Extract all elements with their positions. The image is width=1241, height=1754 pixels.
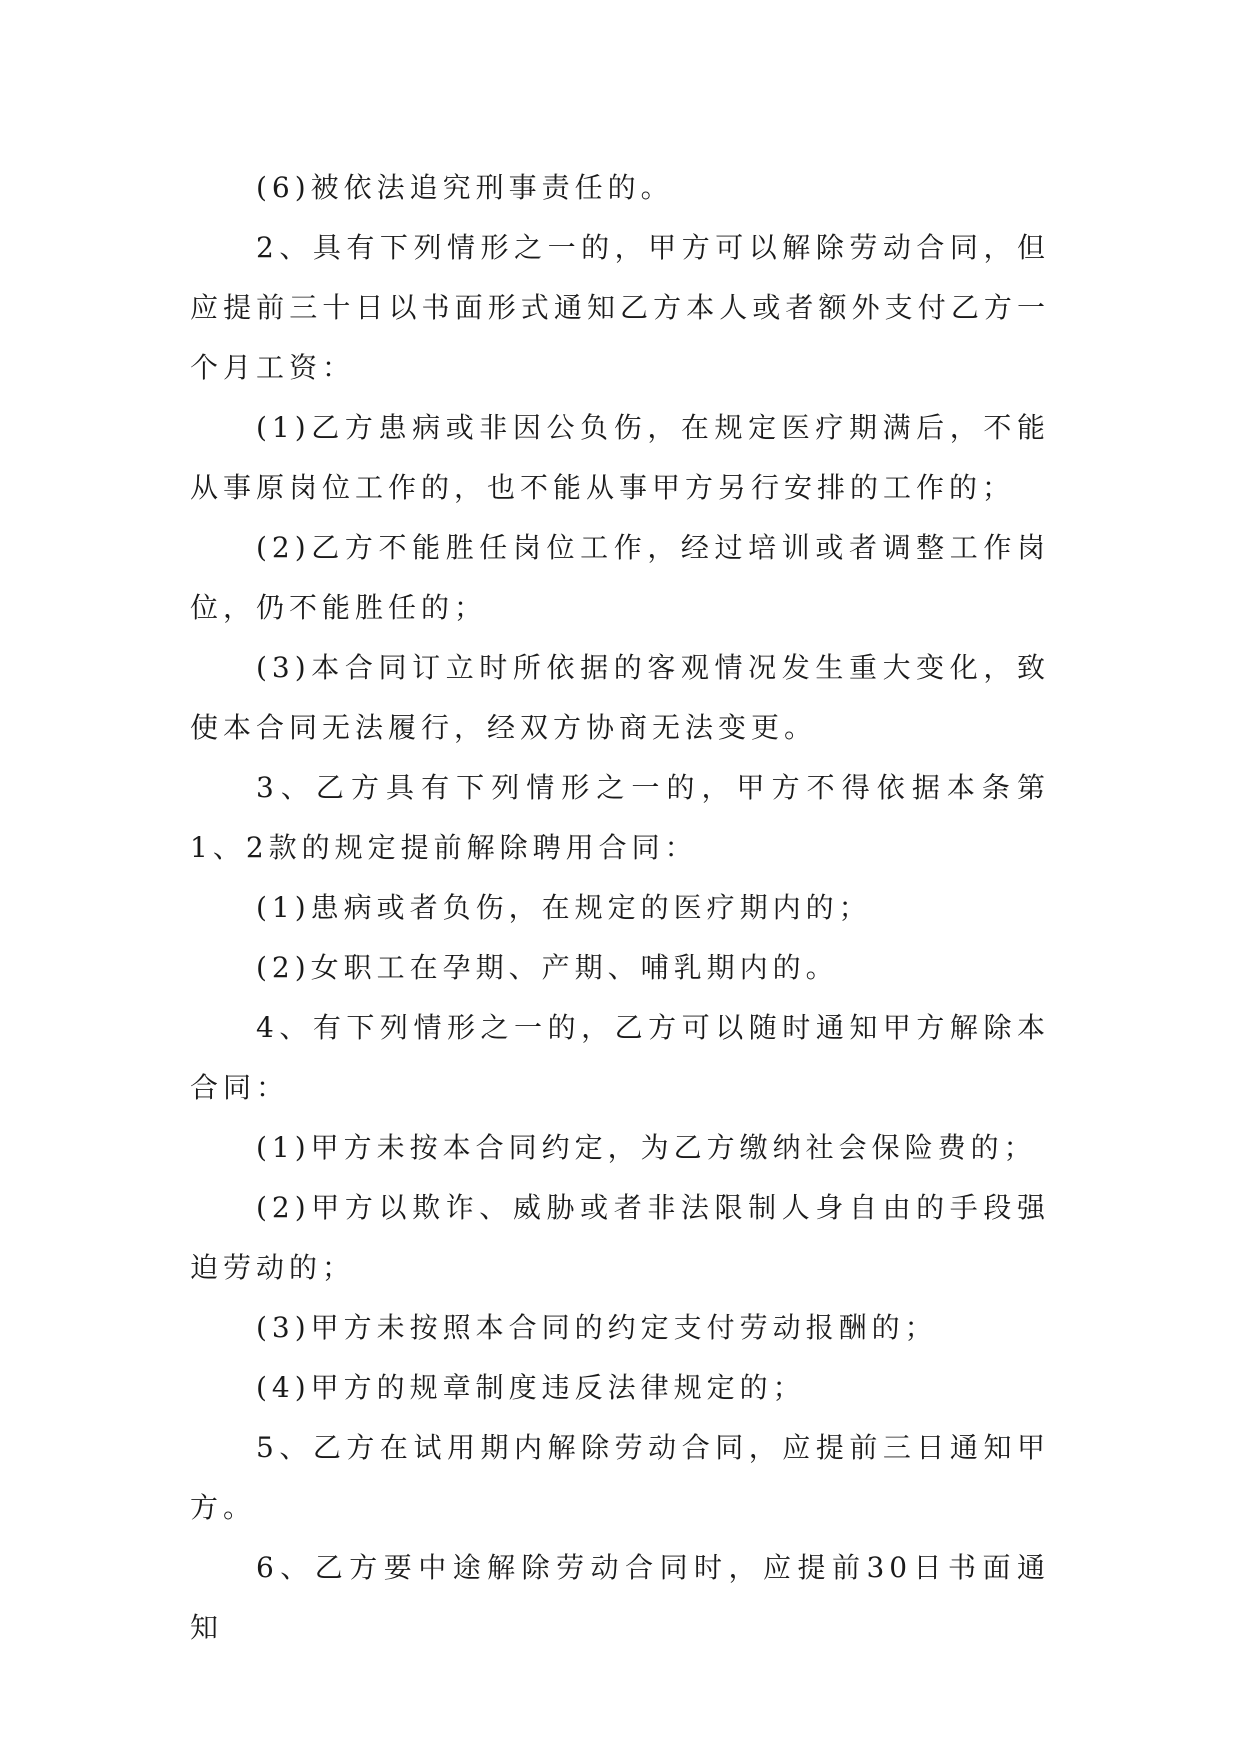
document-body bbox=[190, 158, 1050, 1658]
paragraph: 3、乙方具有下列情形之一的，甲方不得依据本条第1、2款的规定提前解除聘用合同： bbox=[190, 771, 1050, 864]
paragraph: (3)本合同订立时所依据的客观情况发生重大变化，致使本合同无法履行，经双方协商无法变更。 bbox=[190, 651, 1050, 744]
paragraph: 4、有下列情形之一的，乙方可以随时通知甲方解除本合同： bbox=[190, 1011, 1050, 1104]
paragraph: (2)甲方以欺诈、威胁或者非法限制人身自由的手段强迫劳动的； bbox=[190, 1191, 1050, 1284]
paragraph: (4)甲方的规章制度违反法律规定的； bbox=[256, 1371, 806, 1404]
paragraph: (3)甲方未按照本合同的约定支付劳动报酬的； bbox=[256, 1311, 938, 1344]
paragraph: 2、具有下列情形之一的，甲方可以解除劳动合同，但应提前三十日以书面形式通知乙方本人或者额外支付乙方一个月工资： bbox=[190, 231, 1050, 384]
paragraph: (2)乙方不能胜任岗位工作，经过培训或者调整工作岗位，仍不能胜任的； bbox=[190, 531, 1050, 624]
paragraph: 5、乙方在试用期内解除劳动合同，应提前三日通知甲方。 bbox=[190, 1431, 1050, 1524]
paragraph: (1)甲方未按本合同约定，为乙方缴纳社会保险费的； bbox=[256, 1131, 1037, 1164]
paragraph: 6、乙方要中途解除劳动合同时，应提前30日书面通知 bbox=[190, 1551, 1050, 1644]
paragraph: (1)乙方患病或非因公负伤，在规定医疗期满后，不能从事原岗位工作的，也不能从事甲方另行安排的工作的； bbox=[190, 411, 1050, 504]
paragraph: (6)被依法追究刑事责任的。 bbox=[256, 171, 674, 204]
paragraph: (2)女职工在孕期、产期、哺乳期内的。 bbox=[256, 951, 839, 984]
paragraph: (1)患病或者负伤，在规定的医疗期内的； bbox=[256, 891, 872, 924]
